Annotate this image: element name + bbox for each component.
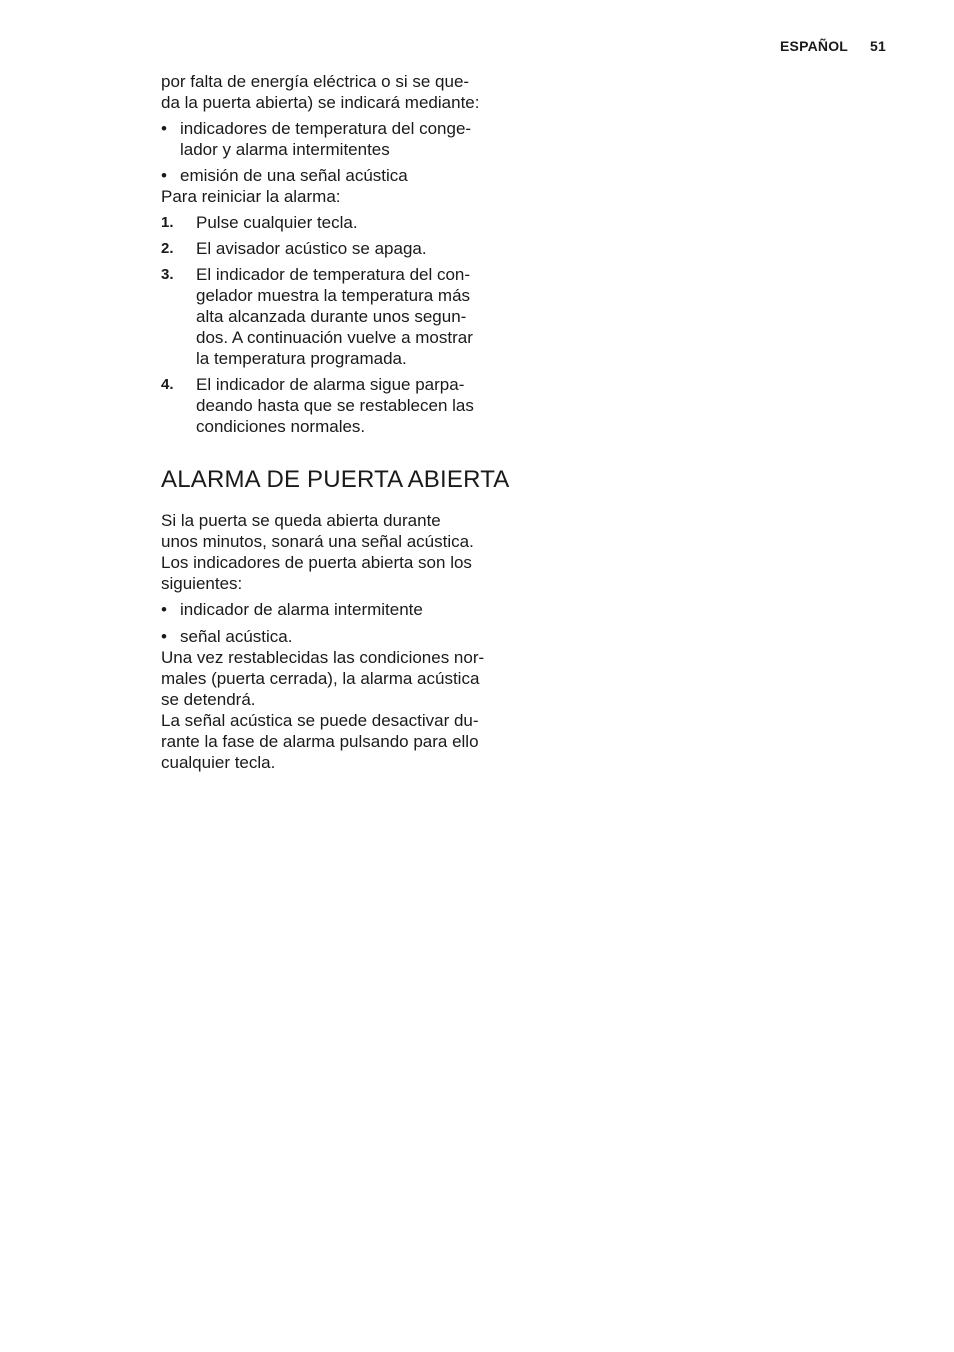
text-column xyxy=(161,71,521,773)
list-item xyxy=(161,599,521,620)
bullet-icon: • xyxy=(161,166,167,185)
step-line: El indicador de alarma sigue parpa- xyxy=(196,375,465,394)
step-item xyxy=(161,212,521,233)
running-header xyxy=(780,38,890,58)
bullet-icon: • xyxy=(161,119,167,138)
list-item xyxy=(161,626,521,647)
paragraph-line: Si la puerta se queda abierta durante xyxy=(161,511,441,530)
step-line: la temperatura programada. xyxy=(196,349,407,368)
paragraph-line: males (puerta cerrada), la alarma acústica xyxy=(161,669,480,688)
step-number: 1. xyxy=(161,214,174,231)
bullet-icon: • xyxy=(161,627,167,646)
list-item-line: lador y alarma intermitentes xyxy=(180,140,390,159)
bullet-icon: • xyxy=(161,600,167,619)
list-item-line: emisión de una señal acústica xyxy=(180,166,408,185)
step-line: dos. A continuación vuelve a mostrar xyxy=(196,328,473,347)
door-intro-paragraph xyxy=(161,510,521,594)
step-item xyxy=(161,374,521,437)
intro-paragraph xyxy=(161,71,521,113)
step-line: Pulse cualquier tecla. xyxy=(196,213,358,232)
door-paragraph-restore xyxy=(161,647,521,710)
paragraph-line: rante la fase de alarma pulsando para ello xyxy=(161,732,479,751)
step-number: 4. xyxy=(161,376,174,393)
list-item-line: indicador de alarma intermitente xyxy=(180,600,423,619)
paragraph-line: se detendrá. xyxy=(161,690,256,709)
paragraph-line: Los indicadores de puerta abierta son los xyxy=(161,553,472,572)
list-item-line: indicadores de temperatura del conge- xyxy=(180,119,472,138)
paragraph-line: La señal acústica se puede desactivar du- xyxy=(161,711,479,730)
reset-label: Para reiniciar la alarma: xyxy=(161,187,341,206)
intro-line: por falta de energía eléctrica o si se que- xyxy=(161,72,470,91)
step-line: alta alcanzada durante unos segun- xyxy=(196,307,467,326)
reset-steps xyxy=(161,212,521,437)
list-item-line: señal acústica. xyxy=(180,627,293,646)
step-line: condiciones normales. xyxy=(196,417,366,436)
paragraph-line: unos minutos, sonará una señal acústica. xyxy=(161,532,474,551)
section-title: ALARMA DE PUERTA ABIERTA xyxy=(161,466,510,493)
door-indicator-list xyxy=(161,599,521,647)
step-line: El indicador de temperatura del con- xyxy=(196,265,471,284)
step-item xyxy=(161,264,521,369)
step-item xyxy=(161,238,521,259)
step-line: deando hasta que se restablecen las xyxy=(196,396,474,415)
paragraph-line: cualquier tecla. xyxy=(161,753,276,772)
paragraph-line: Una vez restablecidas las condiciones nor- xyxy=(161,648,485,667)
intro-line: da la puerta abierta) se indicará mediante: xyxy=(161,93,480,112)
step-line: El avisador acústico se apaga. xyxy=(196,239,427,258)
door-paragraph-deactivate xyxy=(161,710,521,773)
paragraph-line: siguientes: xyxy=(161,574,243,593)
list-item xyxy=(161,118,521,160)
page-number: 51 xyxy=(870,38,886,54)
step-number: 3. xyxy=(161,266,174,283)
indicator-list xyxy=(161,118,521,186)
step-line: gelador muestra la temperatura más xyxy=(196,286,471,305)
list-item xyxy=(161,165,521,186)
header-language: ESPAÑOL xyxy=(780,38,849,54)
step-number: 2. xyxy=(161,240,174,257)
